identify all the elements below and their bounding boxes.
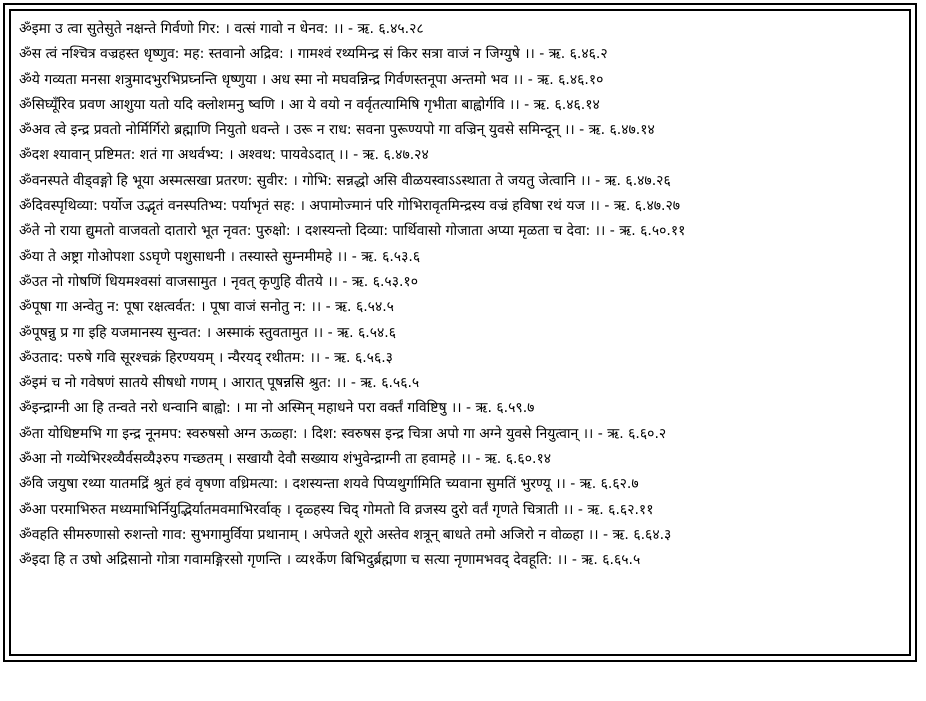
verse-line: ॐइमा उ त्वा सुतेसुते नक्षन्ते गिर्वणो गिर: । वत्सं गावो न धेनव: ।। - ऋ. ६.४५.२८ — [19, 21, 424, 37]
verse-line: ॐउताद: परुषे गवि सूरश्चक्रं हिरण्ययम् । न्यैरयद् रथीतम: ।। - ऋ. ६.५६.३ — [19, 349, 393, 366]
verse-line: ॐस त्वं नश्चित्र वज्रहस्त धृष्णुव: मह: स्तवानो अद्रिव: । गामश्वं रथ्यमिन्द्र सं किर सत्रा वाजं न जिग्युषे ।। - ऋ. ६.४६.२ — [19, 46, 608, 63]
verse-line: ॐइन्द्राग्नी आ हि तन्वते नरो धन्वानि बाह्वो: । मा नो अस्मिन् महाधने परा वर्क्तं गविष्टिषु ।। - ऋ. ६.५९.७ — [19, 400, 535, 417]
verse-line: ॐउत नो गोषणिं धियमश्वसां वाजसामुत । नृवत् कृणुहि वीतये ।। - ऋ. ६.५३.१० — [19, 273, 418, 290]
verse-line: ॐइमं च नो गवेषणं सातये सीषधो गणम् । आरात् पूषन्नसि श्रुत: ।। - ऋ. ६.५६.५ — [19, 375, 420, 392]
verse-line: ॐवि जयुषा रथ्या यातमद्रिं श्रुतं हवं वृषणा वध्रिमत्या: । दशस्यन्ता शयवे पिप्यथुर्गामिति च्यवाना सुमतिं भुरण्यू ।। - ऋ. ६.६२.७ — [19, 476, 639, 493]
verse-line: ॐता योधिष्टमभि गा इन्द्र नूनमप: स्वरुषसो अग्न ऊळ्हा: । दिश: स्वरुषस इन्द्र चित्रा अपो गा अग्ने युवसे नियुत्वान् ।। - ऋ. ६.६०.२ — [19, 425, 667, 442]
verse-line: ॐसिघ्यूँरिव प्रवण आशुया यतो यदि क्लोशमनु ष्वणि । आ ये वयो न वर्वृतत्यामिषि गृभीता बाह्वोर्गवि ।। - ऋ. ६.४६.१४ — [19, 96, 600, 113]
verse-line: ॐआ परमाभिरुत मध्यमाभिर्नियुद्भिर्यातमवमाभिरर्वाक् । दृळ्हस्य चिद् गोमतो वि व्रजस्य दुरो वर्तं गृणते चित्राती ।। - ऋ. ६.६२.११ — [19, 501, 654, 518]
verse-line: ॐइदा हि त उषो अद्रिसानो गोत्रा गवामङ्गिरसो गृणन्ति । व्य१र्केण बिभिदुर्ब्रह्मणा च सत्या नृणामभवद् देवहूति: ।। - ऋ. ६.६५.५ — [19, 552, 641, 569]
verse-line: ॐदश श्यावान् प्रष्टिमत: शतं गा अथर्वभ्य: । अश्वथ: पायवेऽदात् ।। - ऋ. ६.४७.२४ — [19, 147, 429, 164]
inner-border — [9, 9, 911, 656]
verse-line: ॐपूषन्नु प्र गा इहि यजमानस्य सुन्वत: । अस्माकं स्तुवतामुत ।। - ऋ. ६.५४.६ — [19, 324, 397, 341]
verse-line: ॐवनस्पते वीड्वङ्गो हि भूया अस्मत्सखा प्रतरण: सुवीर: । गोभि: सन्नद्धो असि वीळयस्वाऽऽस्थाता ते जयतु जेत्वानि ।। - ऋ. ६.४७.२६ — [19, 172, 671, 189]
verse-line: ॐवहति सीमरुणासो रुशन्तो गाव: सुभगामुर्विया प्रथानाम् । अपेजते शूरो अस्तेव शत्रून् बाधते तमो अजिरो न वोळ्हा ।। - ऋ. ६.६४.३ — [19, 526, 672, 543]
outer-border — [3, 3, 917, 662]
verse-list — [19, 17, 903, 574]
verse-line: ॐदिवस्पृथिव्या: पर्योज उद्भृतं वनस्पतिभ्य: पर्याभृतं सह: । अपामोज्मानं परि गोभिरावृतमिन्द्रस्य वज्रं हविषा रथं यज ।। - ऋ. ६.४७.२७ — [19, 198, 681, 215]
verse-line: ॐअव त्वे इन्द्र प्रवतो नोर्मिर्गिरो ब्रह्माणि नियुतो धवन्ते । उरू न राध: सवना पुरूण्यपो गा वज्रिन् युवसे समिन्दून् ।। - ऋ. ६.४७.१४ — [19, 122, 655, 139]
verse-line: ॐते नो राया द्युमतो वाजवतो दातारो भूत नृवत: पुरुक्षो: । दशस्यन्तो दिव्या: पार्थिवासो गोजाता अप्या मृळता च देवा: ।। - ऋ. ६.५०.११ — [19, 223, 686, 240]
verse-line: ॐया ते अष्ट्रा गोओपशा ऽऽघृणे पशुसाधनी । तस्यास्ते सुम्नमीमहे ।। - ऋ. ६.५३.६ — [19, 248, 421, 265]
verse-line: ॐपूषा गा अन्वेतु न: पूषा रक्षत्वर्वत: । पूषा वाजं सनोतु न: ।। - ऋ. ६.५४.५ — [19, 299, 394, 316]
verse-line: ॐआ नो गव्येभिरश्व्यैर्वसव्यै३रुप गच्छतम् । सखायौ देवौ सख्याय शंभुवेन्द्राग्नी ता हवामहे ।। - ऋ. ६.६०.१४ — [19, 451, 552, 468]
verse-line: ॐये गव्यता मनसा शत्रुमादभुरभिप्रघ्नन्ति धृष्णुया । अध स्मा नो मघवन्निन्द्र गिर्वणस्तनूपा अन्तमो भव ।। - ऋ. ६.४६.१० — [19, 71, 604, 88]
